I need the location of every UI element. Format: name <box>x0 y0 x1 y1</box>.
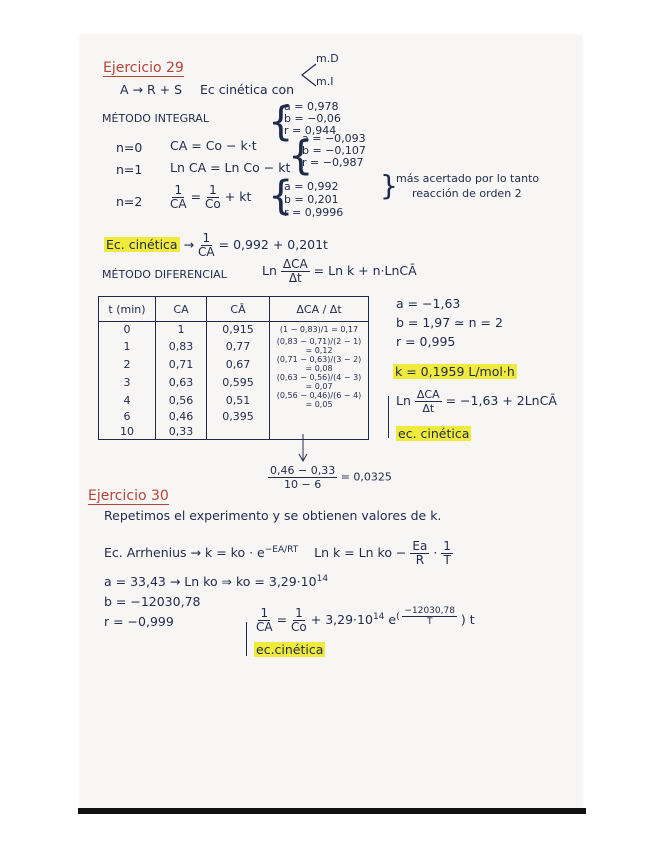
cell-ca: 1 <box>156 322 207 338</box>
cell-t: 10 <box>99 424 156 440</box>
cell-diff <box>270 409 369 424</box>
ex30-r: r = −0,999 <box>104 614 174 629</box>
table-row <box>99 337 369 355</box>
cell-cbar: 0,395 <box>207 409 270 424</box>
ex30-a: a = 33,43 → Ln ko ⇒ ko = $3,29\cdot 10^{14}$ <box>104 574 329 590</box>
cell-ca: 0,33 <box>156 424 207 440</box>
n2-equation: $\frac{1}{CA}$ = $\frac{1}{Co}$ + kt <box>170 183 252 211</box>
cell-cbar: 0,77 <box>207 337 270 355</box>
method-i: m.I <box>316 75 334 88</box>
cell-diff <box>270 424 369 440</box>
cell-ca: 0,56 <box>156 391 207 409</box>
last-difference: $\frac{0,46 - 0,33}{10 - 6}$ = 0,0325 <box>270 464 392 491</box>
n0-equation: CA = Co − k·t <box>170 138 257 153</box>
n2-r: r = 0,9996 <box>284 206 344 219</box>
ec-cinetica-2-highlight: ec. cinética <box>398 426 470 441</box>
result-a: a = −1,63 <box>396 296 461 311</box>
table-header-row <box>99 297 369 322</box>
note-line-2: reacción de orden 2 <box>412 187 522 200</box>
cell-diff: (0,63 − 0,56)/(4 − 3) = 0,07 <box>270 373 369 391</box>
header-ca: CA <box>156 297 207 322</box>
cell-diff: (0,56 − 0,46)/(6 − 4) = 0,05 <box>270 391 369 409</box>
result-b: b = 1,97 ≃ n = 2 <box>396 315 503 330</box>
table-row <box>99 424 369 440</box>
cell-cbar: 0,67 <box>207 355 270 373</box>
final-equation: $\frac{1}{CA}$ = $\frac{1}{Co}$ + $3,29\cdot 10^{14}$ $e^{( \frac{-12030,78}{T}}$ ) t <box>256 606 475 635</box>
arrow-down-icon <box>298 434 308 464</box>
page-shadow <box>78 808 586 814</box>
method-d: m.D <box>316 52 339 65</box>
cell-t: 6 <box>99 409 156 424</box>
n0-r: r = 0,944 <box>284 124 337 137</box>
cell-diff: (0,71 − 0,63)/(3 − 2) = 0,08 <box>270 355 369 373</box>
cell-cbar <box>207 424 270 440</box>
cell-cbar: 0,595 <box>207 373 270 391</box>
arrhenius-equation: Ec. Arrhenius → k = ko · $e^{-EA/RT}$ Ln k = Ln ko − $\frac{Ea}{R}$ · $\frac{1}{T}$ <box>104 539 451 567</box>
cell-ca: 0,71 <box>156 355 207 373</box>
cell-cbar: 0,915 <box>207 322 270 338</box>
result-k: k = 0,1959 L/mol·h <box>395 364 515 379</box>
n0-b: b = −0,06 <box>284 112 341 125</box>
n0-a: a = 0,978 <box>284 100 339 113</box>
metodo-diferencial-heading: MÉTODO DIFERENCIAL <box>102 268 227 281</box>
n0-brace: { <box>268 99 294 145</box>
header-diff: ΔCA / Δt <box>270 297 369 322</box>
differential-equation: Ln $\frac{\text{ΔCA}}{\Delta t}$ = Ln k + n·LnCĀ <box>262 257 417 285</box>
kinetic-equation-29: Ec. cinética → $\frac{1}{CA}$ = 0,992 + 0,201t <box>106 231 328 259</box>
header-cbar: CĀ <box>207 297 270 322</box>
n2-a: a = 0,992 <box>284 180 339 193</box>
ec-cinetica-highlight: Ec. cinética <box>106 237 178 252</box>
final-bracket <box>246 622 247 656</box>
ec-cinetica-con: Ec cinética con <box>200 82 295 97</box>
exercise-30-title: Ejercicio 30 <box>88 488 169 504</box>
table-row <box>99 355 369 373</box>
ex30-line-1: Repetimos el experimento y se obtienen valores de k. <box>104 508 442 523</box>
note-line-1: más acertado por lo tanto <box>396 172 540 185</box>
ec-cinetica-30-highlight: ec.cinética <box>256 642 324 657</box>
n0-label: n=0 <box>116 140 143 155</box>
result-r: r = 0,995 <box>396 334 456 349</box>
branch-icon <box>298 60 318 90</box>
n1-r: r = −0,987 <box>302 156 364 169</box>
n2-b: b = 0,201 <box>284 193 339 206</box>
cell-t: 1 <box>99 337 156 355</box>
cell-t: 2 <box>99 355 156 373</box>
exercise-29-title: Ejercicio 29 <box>103 60 184 76</box>
table-row <box>99 391 369 409</box>
header-t: t (min) <box>99 297 156 322</box>
cell-ca: 0,83 <box>156 337 207 355</box>
result-bracket <box>388 396 389 438</box>
n1-label: n=1 <box>116 162 143 177</box>
note-brace: } <box>380 169 398 202</box>
table-row <box>99 322 369 338</box>
cell-diff: (0,83 − 0,71)/(2 − 1) = 0,12 <box>270 337 369 355</box>
cell-cbar: 0,51 <box>207 391 270 409</box>
n1-equation: Ln CA = Ln Co − kt <box>170 160 291 175</box>
n2-label: n=2 <box>116 194 143 209</box>
table-row <box>99 409 369 424</box>
cell-ca: 0,63 <box>156 373 207 391</box>
cell-diff: (1 − 0,83)/1 = 0,17 <box>270 322 369 338</box>
table-row <box>99 373 369 391</box>
data-table <box>98 296 369 440</box>
n1-b: b = −0,107 <box>302 144 366 157</box>
cell-t: 3 <box>99 373 156 391</box>
ln-equation: Ln $\frac{\text{ΔCA}}{\Delta t}$ = −1,63 + 2LnCĀ <box>396 388 557 415</box>
cell-t: 4 <box>99 391 156 409</box>
cell-t: 0 <box>99 322 156 338</box>
n1-brace: { <box>288 133 314 179</box>
metodo-integral-heading: MÉTODO INTEGRAL <box>102 112 209 125</box>
n1-a: a = −0,093 <box>302 132 366 145</box>
cell-ca: 0,46 <box>156 409 207 424</box>
ex30-b: b = −12030,78 <box>104 594 201 609</box>
n2-brace: { <box>268 173 294 219</box>
reaction: A → R + S <box>120 82 183 97</box>
